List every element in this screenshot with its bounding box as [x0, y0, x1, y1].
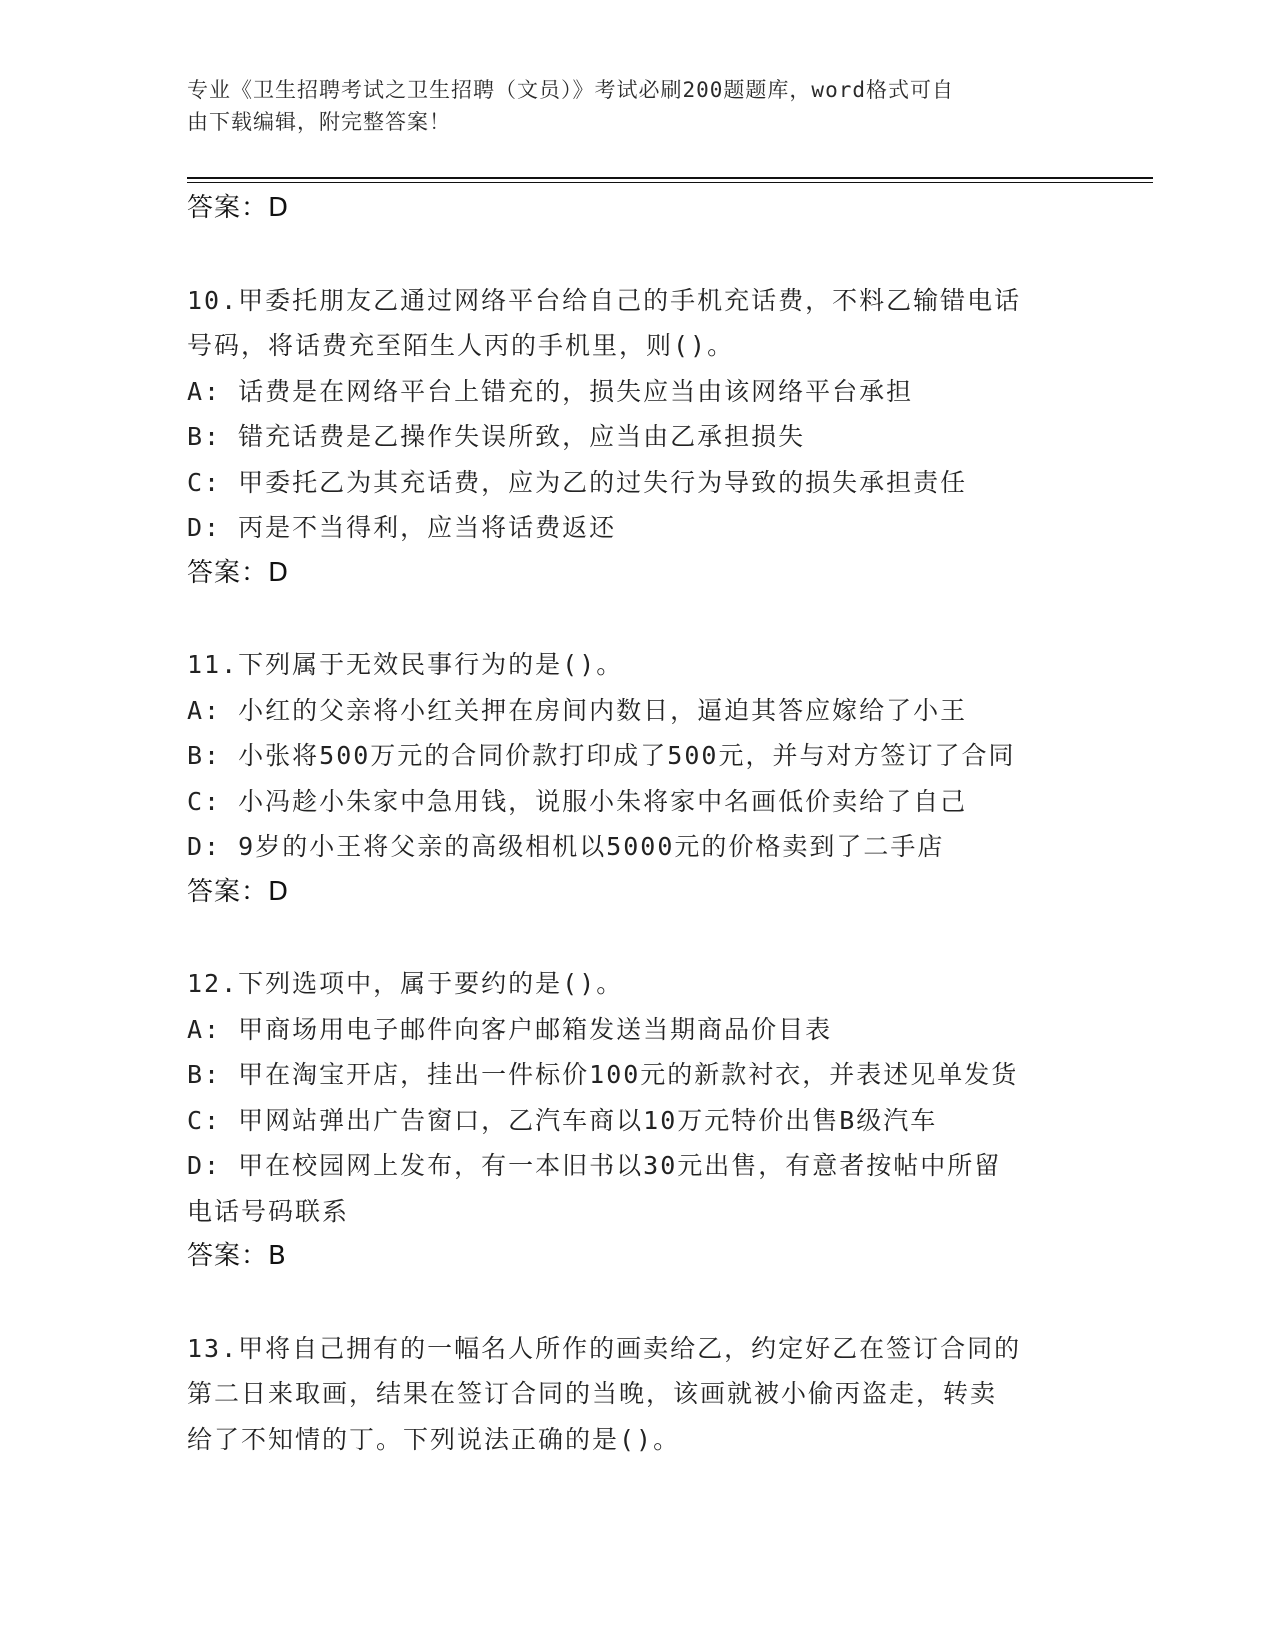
question-11-answer: 答案：D — [187, 876, 290, 907]
question-10-option-d: D: 丙是不当得利，应当将话费返还 — [187, 513, 617, 542]
question-11-option-a: A: 小红的父亲将小红关押在房间内数日，逼迫其答应嫁给了小王 — [187, 695, 968, 725]
question-10-answer: 答案：D — [187, 557, 290, 588]
question-12-option-a: A: 甲商场用电子邮件向客户邮箱发送当期商品价目表 — [187, 1014, 833, 1044]
header-rule-thick — [187, 177, 1153, 179]
question-10-stem-2: 号码，将话费充至陌生人丙的手机里，则()。 — [187, 331, 735, 360]
question-11-option-c: C: 小冯趁小朱家中急用钱，说服小朱将家中名画低价卖给了自己 — [187, 786, 968, 816]
spacer — [187, 232, 1087, 278]
spacer — [187, 915, 1087, 961]
question-11-stem-1: 11.下列属于无效民事行为的是()。 — [187, 650, 624, 679]
question-10-stem-1: 10.甲委托朋友乙通过网络平台给自己的手机充话费，不料乙输错电话 — [187, 285, 1022, 315]
header-line-1: 专业《卫生招聘考试之卫生招聘（文员）》考试必刷200题题库，word格式可自 — [187, 78, 954, 102]
question-12-answer: 答案：B — [187, 1241, 287, 1271]
question-11-option-d: D: 9岁的小王将父亲的高级相机以5000元的价格卖到了二手店 — [187, 832, 945, 861]
question-12-option-d-1: D: 甲在校园网上发布，有一本旧书以30元出售，有意者按帖中所留 — [187, 1151, 1002, 1180]
spacer — [187, 596, 1087, 642]
header-line-2: 由下载编辑，附完整答案！ — [187, 110, 451, 134]
question-12 — [187, 961, 1087, 1280]
document-header — [187, 74, 1067, 138]
question-13-stem-3: 给了不知情的丁。下列说法正确的是()。 — [187, 1424, 681, 1454]
question-11-option-b: B: 小张将500万元的合同价款打印成了500元，并与对方签订了合同 — [187, 741, 1016, 770]
header-rule-thin — [187, 182, 1153, 183]
spacer — [187, 1280, 1087, 1326]
question-10 — [187, 278, 1087, 597]
question-13 — [187, 1326, 1087, 1463]
answer-prev: 答案：D — [187, 193, 290, 223]
question-11 — [187, 642, 1087, 915]
document-body — [187, 186, 1087, 1462]
question-10-option-b: B: 错充话费是乙操作失误所致，应当由乙承担损失 — [187, 422, 806, 451]
question-13-stem-1: 13.甲将自己拥有的一幅名人所作的画卖给乙，约定好乙在签订合同的 — [187, 1333, 1022, 1363]
question-10-option-a: A: 话费是在网络平台上错充的，损失应当由该网络平台承担 — [187, 376, 914, 406]
question-12-option-d-2: 电话号码联系 — [187, 1196, 350, 1226]
question-12-option-b: B: 甲在淘宝开店，挂出一件标价100元的新款衬衣，并表述见单发货 — [187, 1060, 1019, 1089]
question-13-stem-2: 第二日来取画，结果在签订合同的当晚，该画就被小偷丙盗走，转卖 — [187, 1379, 998, 1408]
question-12-option-c: C: 甲网站弹出广告窗口，乙汽车商以10万元特价出售B级汽车 — [187, 1105, 938, 1135]
question-10-option-c: C: 甲委托乙为其充话费，应为乙的过失行为导致的损失承担责任 — [187, 467, 968, 497]
question-12-stem-1: 12.下列选项中，属于要约的是()。 — [187, 969, 624, 998]
